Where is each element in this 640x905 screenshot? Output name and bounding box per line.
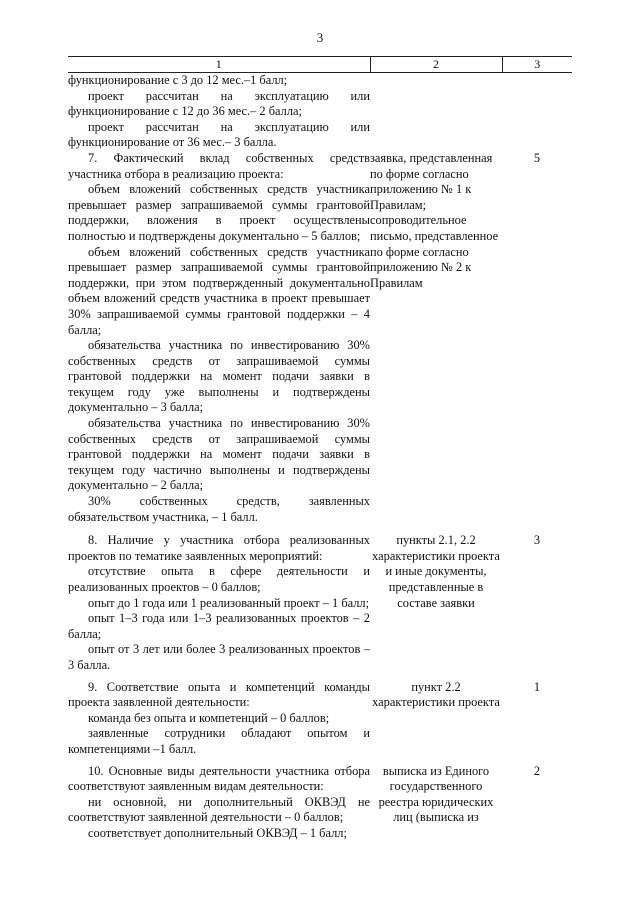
- criterion-paragraph: проект рассчитан на эксплуатацию или функционирование с 12 до 36 мес.– 2 балла;: [68, 88, 370, 119]
- header-row: [68, 57, 572, 73]
- criterion-paragraph: отсутствие опыта в сфере деятельности и реализованных проектов – 0 баллов;: [68, 564, 370, 594]
- criterion-paragraph: 7. Фактический вклад собственных средств участника отбора в реализацию проекта:: [68, 150, 370, 181]
- criterion-cell: [68, 73, 370, 151]
- criterion-paragraph: проект рассчитан на эксплуатацию или функционирование от 36 мес.– 3 балла.: [68, 119, 370, 150]
- criterion-paragraph: обязательства участника по инвестированию 30% собственных средств от запрашиваемой суммы грантовой поддержки на момент подачи заявки в текущем году частично выполнены и подтверждены документально – 2 балла;: [68, 416, 370, 493]
- criterion-cell: [68, 151, 370, 525]
- max-score-cell: 3: [533, 533, 541, 548]
- max-score-cell: 1: [533, 679, 541, 694]
- criterion-paragraph: 9. Соответствие опыта и компетенций команды проекта заявленной деятельности:: [68, 679, 370, 710]
- max-score-cell: [502, 73, 572, 151]
- criterion-paragraph: объем вложений собственных средств участника превышает размер запрашиваемой суммы грантовой поддержки, вложения в проект осуществлены полностью и подтверждены документально – 5 баллов;: [68, 182, 370, 243]
- criterion-paragraph: 8. Наличие у участника отбора реализованных проектов по тематике заявленных мероприятий:: [68, 533, 370, 563]
- criterion-paragraph: команда без опыта и компетенций – 0 баллов;: [88, 710, 330, 725]
- criterion-paragraph: соответствует дополнительный ОКВЭД – 1 балл;: [88, 825, 347, 840]
- source-document-cell: пункт 2.2 характеристики проекта: [372, 679, 500, 710]
- table-body: [68, 73, 572, 842]
- source-document-cell: [370, 73, 502, 151]
- criterion-cell: [68, 758, 370, 842]
- table-row: [68, 758, 572, 842]
- criterion-paragraph: объем вложений собственных средств участника превышает размер запрашиваемой суммы грантовой поддержки, при этом подтвержденный документально объем вложений средств участника в проект превышает 30% запрашиваемой суммы грантовой поддержки – 4 балла;: [68, 244, 370, 337]
- table-row: [68, 151, 572, 525]
- column-header-3: 3: [502, 57, 572, 73]
- criterion-paragraph: 10. Основные виды деятельности участника отбора соответствуют заявленным видам деятельности:: [68, 763, 370, 794]
- criterion-paragraph: 30% собственных средств, заявленных обязательством участника, – 1 балл.: [68, 494, 370, 524]
- page-number: 3: [316, 30, 324, 45]
- table-row: [68, 73, 572, 151]
- criterion-paragraph: ни основной, ни дополнительный ОКВЭД не соответствуют заявленной деятельности – 0 баллов;: [68, 794, 370, 825]
- column-header-1: 1: [68, 57, 370, 73]
- criterion-paragraph: опыт от 3 лет или более 3 реализованных проектов – 3 балла.: [68, 642, 370, 672]
- criterion-cell: [68, 674, 370, 758]
- criteria-table: [68, 56, 572, 842]
- criterion-paragraph: обязательства участника по инвестированию 30% собственных средств от запрашиваемой суммы грантовой поддержки на момент подачи заявки в текущем году уже выполнены и подтверждены документально – 3 балла;: [68, 338, 370, 415]
- source-document-cell: заявка, представленная по форме согласно приложению № 1 к Правилам; сопроводительное письмо, представленное по форме согласно приложению № 2 к Правилам: [370, 150, 499, 290]
- max-score-cell: 5: [533, 150, 541, 165]
- criterion-paragraph: функционирование с 3 до 12 мес.–1 балл;: [68, 73, 288, 87]
- table-row: [68, 674, 572, 758]
- column-header-2: 2: [370, 57, 502, 73]
- criterion-paragraph: опыт 1–3 года или 1–3 реализованных проектов – 2 балла;: [68, 611, 370, 641]
- max-score-cell: 2: [533, 763, 541, 778]
- source-document-cell: выписка из Единого государственного реестра юридических лиц (выписка из: [378, 763, 494, 825]
- source-document-cell: пункты 2.1, 2.2 характеристики проекта и иные документы, представленные в составе заявки: [372, 533, 500, 610]
- criterion-paragraph: заявленные сотрудники обладают опытом и компетенциями –1 балл.: [68, 726, 370, 756]
- table-row: [68, 525, 572, 673]
- criterion-cell: [68, 525, 370, 673]
- criterion-paragraph: опыт до 1 года или 1 реализованный проект – 1 балл;: [88, 595, 370, 610]
